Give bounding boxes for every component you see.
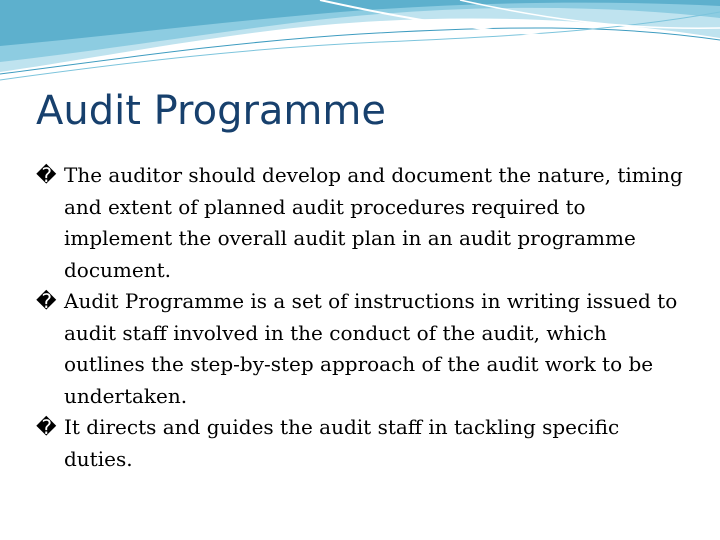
bullet-glyph-icon: � — [36, 163, 57, 187]
bullet-item — [36, 160, 686, 286]
bullet-glyph-icon: � — [36, 415, 57, 439]
slide-title: Audit Programme — [36, 88, 386, 134]
bullet-glyph-icon: � — [36, 289, 57, 313]
bullet-text: Audit Programme is a set of instructions in writing issued to audit staff involved in the conduct of the audit, which outlines the step-by-step approach of the audit work to be undertaken. — [64, 289, 678, 408]
decorative-wave-header — [0, 0, 720, 90]
bullet-list — [36, 160, 686, 475]
bullet-text: It directs and guides the audit staff in tackling specific duties. — [64, 415, 620, 471]
bullet-item — [36, 412, 686, 475]
bullet-item — [36, 286, 686, 412]
bullet-text: The auditor should develop and document the nature, timing and extent of planned audit procedures required to implement the overall audit plan in an audit programme document. — [64, 163, 683, 282]
